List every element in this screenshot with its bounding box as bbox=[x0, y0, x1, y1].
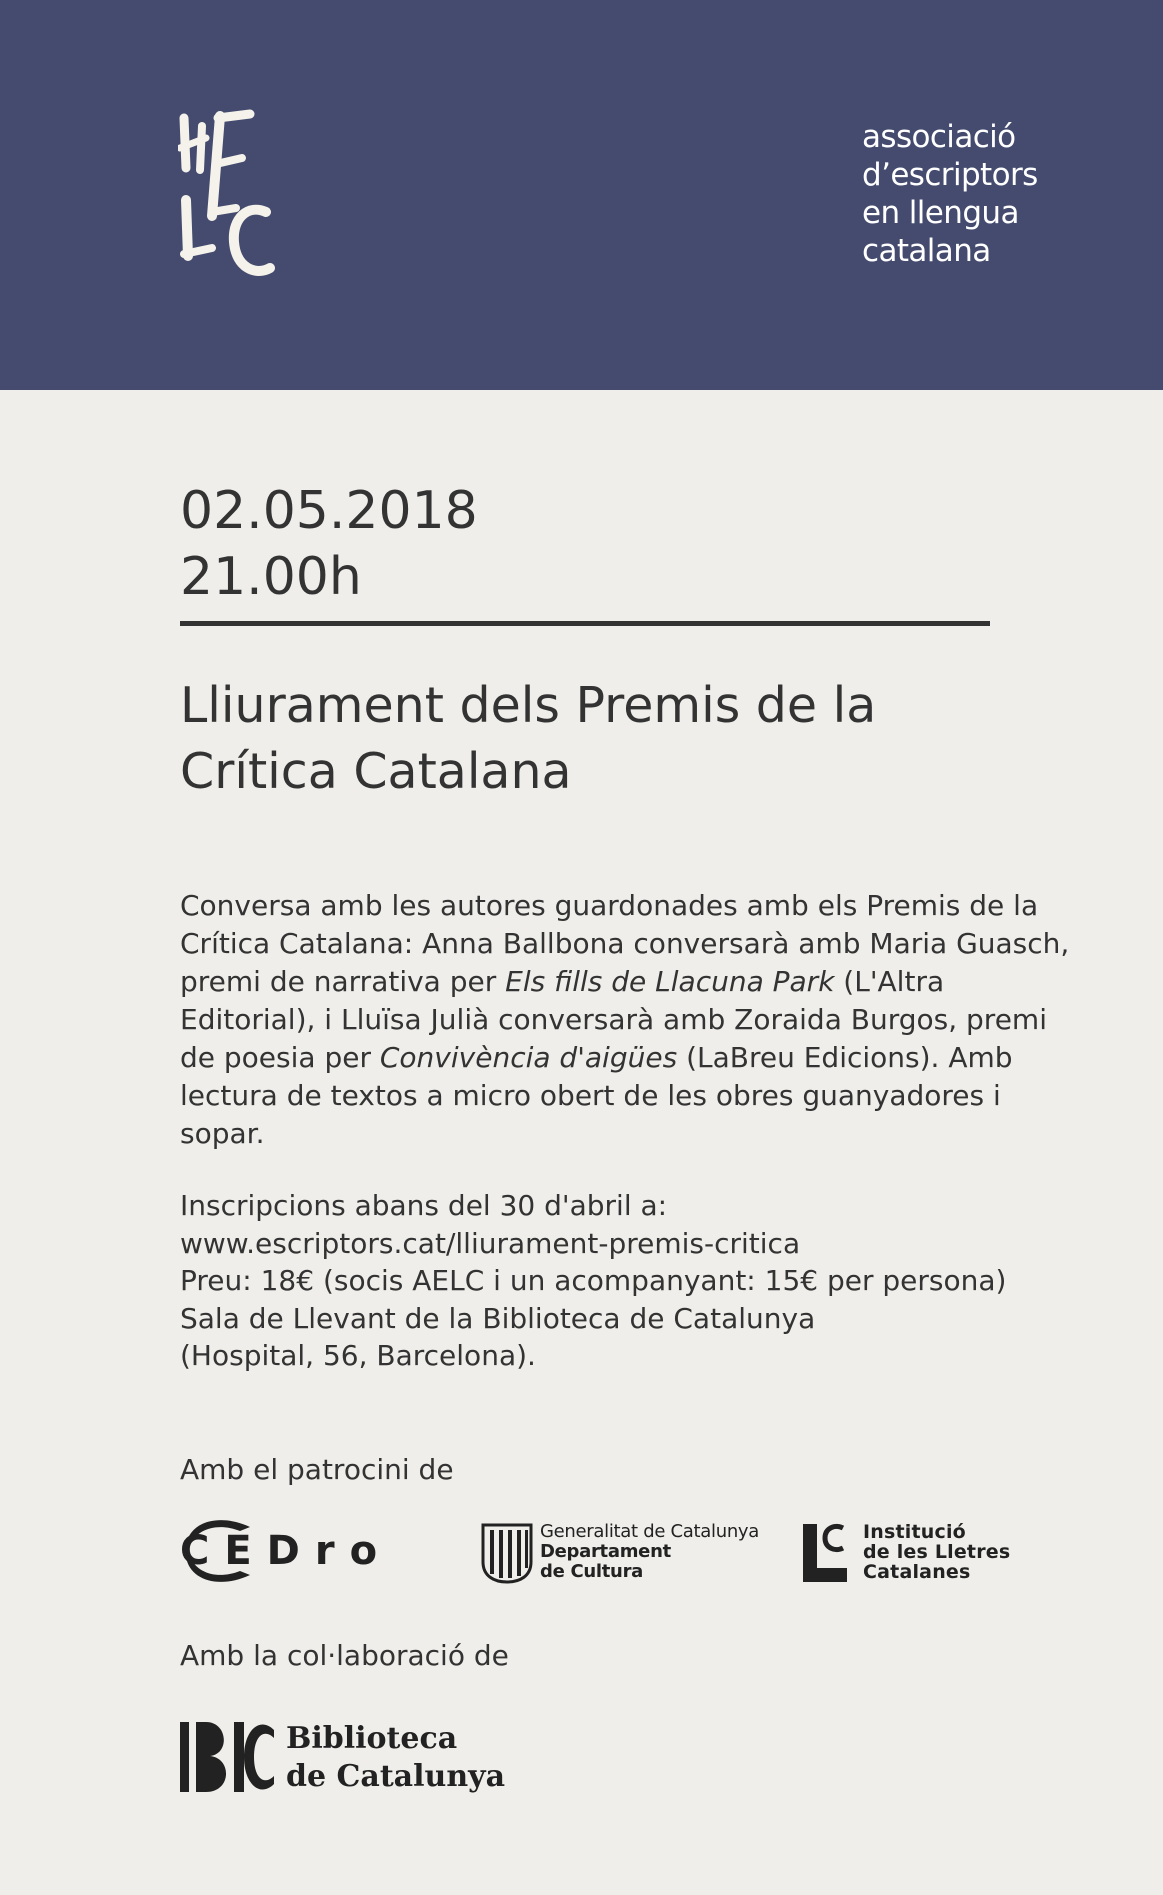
biblioteca-line: de Catalunya bbox=[286, 1759, 506, 1794]
book-title: Els fills de Llacuna Park bbox=[505, 965, 835, 998]
ilc-emblem-icon bbox=[803, 1522, 851, 1584]
event-title bbox=[180, 673, 1040, 805]
org-name bbox=[862, 118, 1122, 270]
sponsors-label: Amb el patrocini de bbox=[180, 1453, 454, 1486]
generalitat-line: de Cultura bbox=[540, 1561, 643, 1582]
event-title-line: Lliurament dels Premis de la bbox=[180, 677, 877, 734]
divider bbox=[180, 621, 990, 626]
generalitat-line: Generalitat de Catalunya bbox=[540, 1521, 760, 1542]
cedro-logo bbox=[180, 1515, 435, 1587]
biblioteca-line: Biblioteca bbox=[286, 1721, 458, 1756]
org-name-line: d’escriptors bbox=[862, 157, 1038, 193]
ilc-line: de les Lletres bbox=[863, 1541, 1011, 1563]
aelc-logo bbox=[178, 108, 282, 280]
event-description bbox=[180, 887, 1080, 1153]
event-info bbox=[180, 1187, 1080, 1375]
description-text: Conversa amb les autores guardonades amb els Premis de la Crítica Catalana: Anna Ballbona conversarà amb Maria Guasch, premi de narrativa per bbox=[180, 889, 1070, 998]
biblioteca-text bbox=[286, 1720, 556, 1796]
generalitat-line: Departament bbox=[540, 1541, 671, 1562]
book-title: Convivència d'aigües bbox=[379, 1041, 678, 1074]
bc-monogram-icon bbox=[180, 1720, 280, 1796]
venue-text: Sala de Llevant de la Biblioteca de Catalunya bbox=[180, 1301, 816, 1335]
registration-link[interactable]: www.escriptors.cat/lliurament-premis-critica bbox=[180, 1226, 801, 1260]
address-text: (Hospital, 56, Barcelona). bbox=[180, 1339, 536, 1372]
description-text: (L'Altra Editorial), i Lluïsa Julià conversarà amb Zoraida Burgos, premi de poesia per bbox=[180, 965, 1047, 1074]
ilc-logo bbox=[803, 1522, 1043, 1584]
event-title-line: Crítica Catalana bbox=[180, 743, 572, 800]
ilc-line: Catalanes bbox=[863, 1561, 971, 1583]
org-name-line: associació bbox=[862, 119, 1016, 155]
event-time: 21.00h bbox=[180, 547, 362, 607]
ilc-text bbox=[863, 1522, 1053, 1582]
event-date: 02.05.2018 bbox=[180, 481, 478, 541]
org-name-line: catalana bbox=[862, 233, 991, 269]
biblioteca-logo bbox=[180, 1718, 550, 1800]
price-text: Preu: 18€ (socis AELC i un acompanyant: 15€ per persona) bbox=[180, 1264, 1007, 1297]
header-banner bbox=[0, 0, 1163, 390]
cedro-wordmark: CEDro bbox=[180, 1528, 393, 1574]
generalitat-logo bbox=[480, 1522, 770, 1584]
description-text: (LaBreu Edicions). Amb lectura de textos a micro obert de les obres guanyadores i sopar. bbox=[180, 1041, 1013, 1150]
event-datetime bbox=[180, 478, 478, 610]
catalan-shield-icon bbox=[480, 1522, 534, 1584]
registration-text: Inscripcions abans del 30 d'abril a: bbox=[180, 1189, 668, 1222]
collaborators-label: Amb la col·laboració de bbox=[180, 1639, 509, 1672]
generalitat-text bbox=[540, 1522, 780, 1582]
org-name-line: en llengua bbox=[862, 195, 1019, 231]
ilc-line: Institució bbox=[863, 1521, 966, 1543]
